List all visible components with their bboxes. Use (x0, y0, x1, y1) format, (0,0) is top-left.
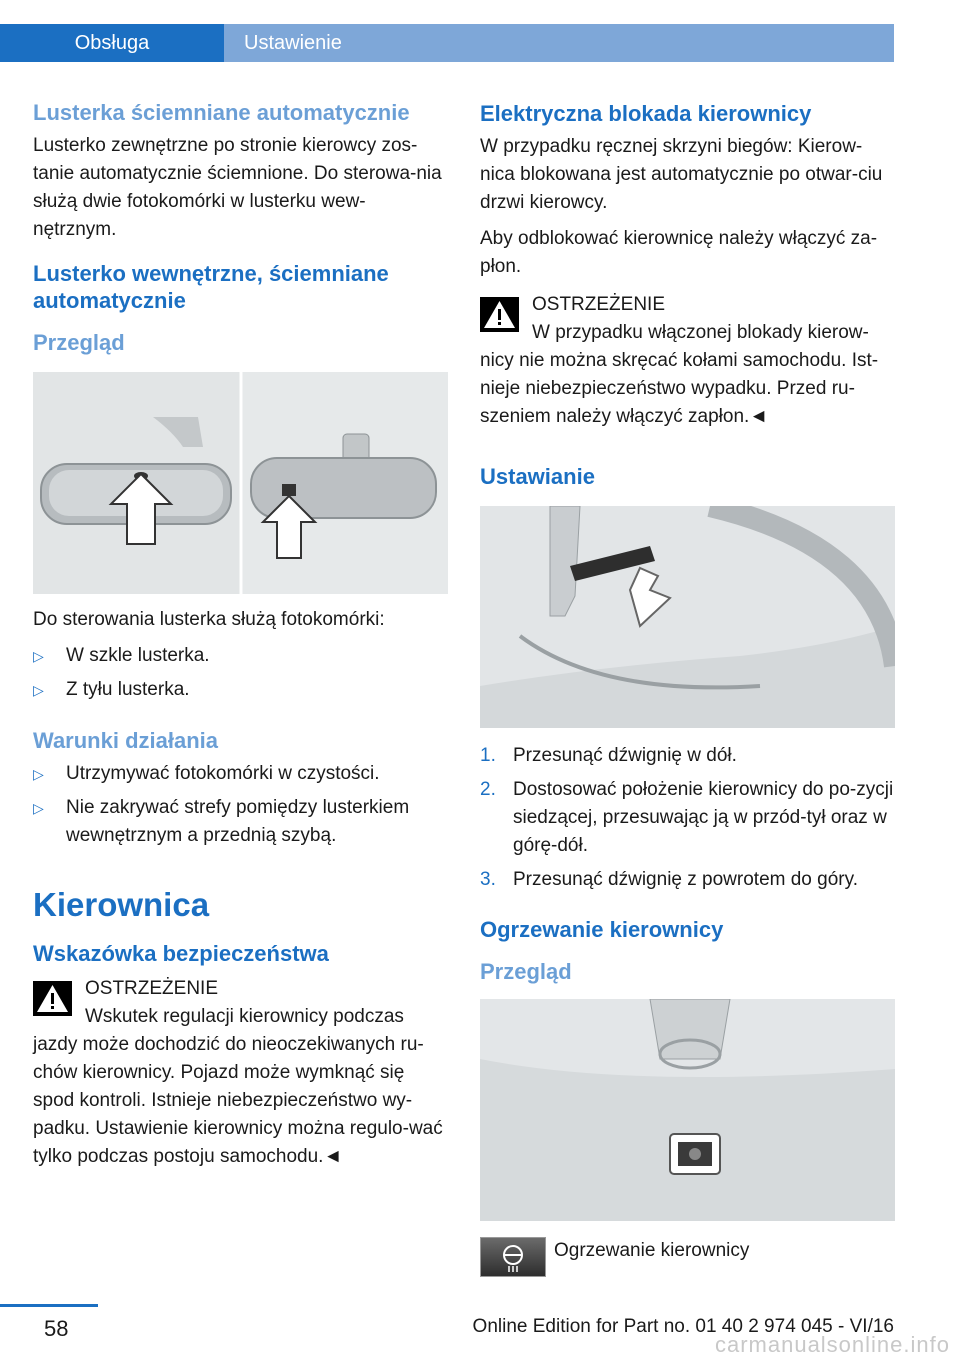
heating-icon-caption: Ogrzewanie kierownicy (554, 1240, 750, 1261)
overview-heading: Przegląd (33, 330, 125, 355)
lock-heading: Elektryczna blokada kierownicy (480, 101, 812, 126)
triangle-bullet-icon: ▷ (33, 766, 44, 782)
mirror-auto-text: Lusterko zewnętrzne po stronie kierowcy zos-tanie automatycznie ściemnione. Do sterowa-nia służą dwie fotokomórki w lusterku wew-nętrznym. (33, 135, 442, 240)
lock-text-2: Aby odblokować kierownicę należy włączyć za-płon. (480, 228, 878, 277)
right-column (480, 100, 895, 1281)
list-item: ▷ Z tyłu lusterka. (33, 676, 448, 704)
footer-rule (0, 1304, 98, 1307)
warning-block (33, 975, 448, 1171)
mirror-auto-heading: Lusterka ściemniane automatycznie (33, 100, 410, 125)
heating-button-drawing (480, 999, 895, 1221)
page-number: 58 (44, 1316, 69, 1341)
warning-text-rest: jazdy może dochodzić do nieoczekiwanych ru-chów kierownicy. Pojazd może wymknąć się spod kontroli. Istnieje niebezpieczeństwo wy-padku. Ustawienie kierownicy można regulo-wać tylko podczas postoju samochodu.◄ (33, 1034, 443, 1167)
triangle-bullet-icon: ▷ (33, 682, 44, 698)
watermark: carmanualsonline.info (714, 1332, 950, 1357)
photocells-list (33, 642, 448, 704)
adjust-steps-list (480, 742, 895, 894)
lock-text-1: W przypadku ręcznej skrzyni biegów: Kierow-nica blokowana jest automatycznie po otwar-ciu drzwi kierowcy. (480, 136, 883, 213)
list-item: ▷ Nie zakrywać strefy pomiędzy lusterkiem wewnętrznym a przednią szybą. (33, 794, 448, 850)
warning-block (480, 291, 895, 431)
warning-text-first: Wskutek regulacji kierownicy podczas (85, 1006, 404, 1027)
warning-text-first: W przypadku włączonej blokady kierow- (532, 322, 869, 343)
list-item: 3. Przesunąć dźwignię z powrotem do góry. (480, 869, 858, 890)
chapter-tabs (0, 24, 894, 62)
left-column (33, 100, 448, 1171)
conditions-heading: Warunki działania (33, 728, 219, 753)
mirror-illustration (33, 372, 448, 594)
heating-heading: Ogrzewanie kierownicy (480, 917, 724, 942)
photocells-intro: Do sterowania lusterka służą fotokomórki: (33, 609, 385, 630)
adjust-heading: Ustawianie (480, 464, 595, 489)
warning-text-rest: nicy nie można skręcać kołami samochodu. Ist-nieje niebezpieczeństwo wypadku. Przed ru-szeniem należy włączyć zapłon.◄ (480, 350, 879, 427)
safety-heading: Wskazówka bezpieczeństwa (33, 941, 329, 966)
list-item: 2. Dostosować położenie kierownicy do po-zycji siedzącej, przesuwając ją w przód-tył oraz w górę-dół. (480, 779, 894, 856)
heating-button-illustration (480, 999, 895, 1221)
warning-triangle-icon (33, 981, 72, 1016)
steering-wheel-heating-icon (480, 1237, 546, 1277)
conditions-list (33, 760, 448, 850)
list-item: ▷ W szkle lusterka. (33, 642, 448, 670)
list-item: 1. Przesunąć dźwignię w dół. (480, 745, 737, 766)
warning-label: OSTRZEŻENIE (532, 294, 666, 315)
heating-overview-heading: Przegląd (480, 959, 572, 984)
steering-lever-drawing (480, 506, 895, 728)
steering-lever-illustration (480, 506, 895, 728)
list-item: ▷ Utrzymywać fotokomórki w czystości. (33, 760, 448, 788)
mirror-drawing (33, 372, 448, 594)
warning-label: OSTRZEŻENIE (85, 978, 219, 999)
steering-heading: Kierownica (33, 886, 210, 923)
inner-mirror-heading: Lusterko wewnętrzne, ściemniane automatycznie (33, 261, 389, 313)
tab-ustawienie[interactable]: Ustawienie (224, 24, 894, 62)
footer-edition: Online Edition for Part no. 01 40 2 974 045 - VI/16 (472, 1316, 894, 1337)
heating-icon-row (480, 1237, 895, 1281)
triangle-bullet-icon: ▷ (33, 800, 44, 816)
triangle-bullet-icon: ▷ (33, 648, 44, 664)
warning-triangle-icon (480, 297, 519, 332)
tab-obsluga[interactable]: Obsługa (0, 24, 224, 62)
